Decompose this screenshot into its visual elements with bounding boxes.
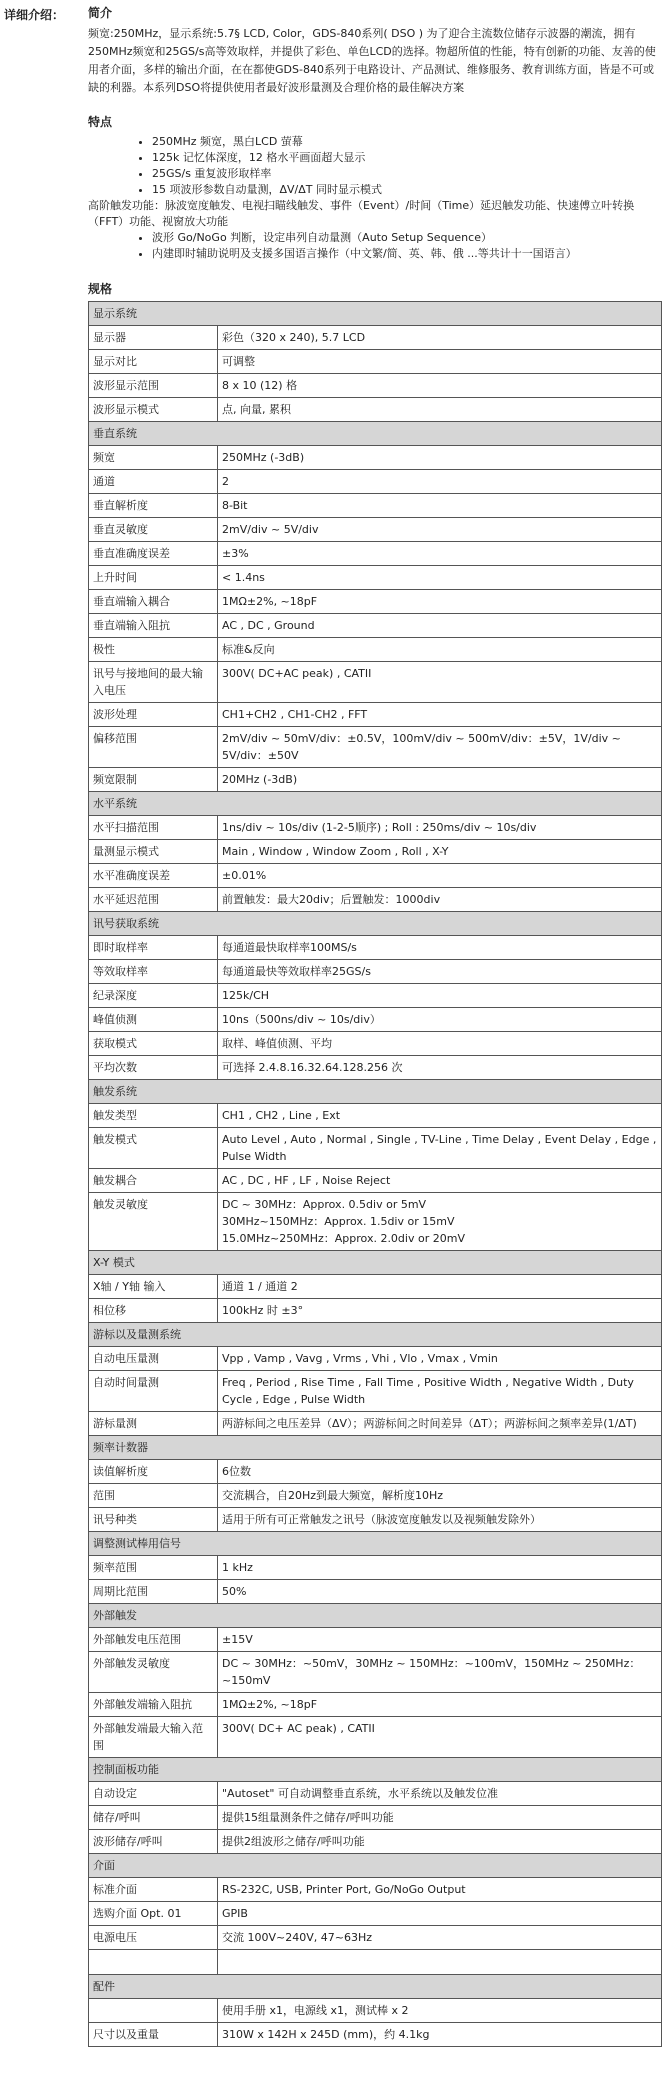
spec-key: 量测显示模式 (89, 840, 218, 864)
spec-row (89, 542, 662, 566)
spec-key: 水平延迟范围 (89, 888, 218, 912)
spec-row (89, 1628, 662, 1652)
details-label: 详细介绍： (4, 8, 65, 22)
spec-value: 每通道最快等效取样率25GS/s (218, 960, 662, 984)
spec-row (89, 936, 662, 960)
spec-value: DC ~ 30MHz：~50mV，30MHz ~ 150MHz：~100mV，150MHz ~ 250MHz：~150mV (218, 1652, 662, 1693)
spec-value: 300V( DC+AC peak) , CATII (218, 662, 662, 703)
spec-row (89, 840, 662, 864)
feature-item: • 波形 Go/NoGo 判断，设定串列自动量测（Auto Setup Sequence） (152, 230, 662, 246)
spec-value: RS-232C, USB, Printer Port, Go/NoGo Output (218, 1878, 662, 1902)
spec-value: 100kHz 时 ±3° (218, 1299, 662, 1323)
spec-value: 1MΩ±2%, ~18pF (218, 1693, 662, 1717)
spec-group-row (89, 1532, 662, 1556)
spec-key: 外部触发端最大输入范围 (89, 1717, 218, 1758)
spec-group-name: 垂直系统 (89, 422, 662, 446)
spec-value: Freq , Period , Rise Time , Fall Time , Positive Width , Negative Width , Duty Cycle , Edge , Pulse Width (218, 1371, 662, 1412)
spec-row (89, 614, 662, 638)
spec-group-row (89, 1758, 662, 1782)
feature-item: • 125k 记忆体深度，12 格水平画面超大显示 (152, 150, 662, 166)
spec-key: 触发耦合 (89, 1169, 218, 1193)
spec-key: 游标量测 (89, 1412, 218, 1436)
spec-row (89, 1032, 662, 1056)
spec-key: 尺寸以及重量 (89, 2023, 218, 2047)
spec-key: 获取模式 (89, 1032, 218, 1056)
spec-key: 极性 (89, 638, 218, 662)
spec-key: 平均次数 (89, 1056, 218, 1080)
spec-value: GPIB (218, 1902, 662, 1926)
spec-row (89, 326, 662, 350)
spec-key: 峰值侦测 (89, 1008, 218, 1032)
spec-value: 交流耦合，自20Hz到最大频宽，解析度10Hz (218, 1484, 662, 1508)
spec-value: "Autoset" 可自动调整垂直系统，水平系统以及触发位准 (218, 1782, 662, 1806)
spec-row (89, 1275, 662, 1299)
specs-title: 规格 (88, 282, 113, 296)
spec-group-row (89, 1251, 662, 1275)
spec-key: 等效取样率 (89, 960, 218, 984)
spec-group-row (89, 1323, 662, 1347)
spec-value: 1MΩ±2%, ~18pF (218, 590, 662, 614)
spec-row (89, 816, 662, 840)
spec-key: 讯号与接地间的最大输入电压 (89, 662, 218, 703)
spec-key: 纪录深度 (89, 984, 218, 1008)
spec-group-name: 游标以及量测系统 (89, 1323, 662, 1347)
feature-item: • 15 项波形参数自动量测，ΔV/ΔT 同时显示模式 (152, 182, 662, 198)
spec-value: 提供15组量测条件之储存/呼叫功能 (218, 1806, 662, 1830)
spec-key: 水平扫描范围 (89, 816, 218, 840)
spec-key: 频率范围 (89, 1556, 218, 1580)
spec-value: 可调整 (218, 350, 662, 374)
spec-row (89, 727, 662, 768)
spec-group-row (89, 1854, 662, 1878)
spec-key: 水平准确度误差 (89, 864, 218, 888)
spec-row (89, 1371, 662, 1412)
spec-key: 读值解析度 (89, 1460, 218, 1484)
spec-key: 垂直灵敏度 (89, 518, 218, 542)
spec-row (89, 1878, 662, 1902)
spec-key: 显示器 (89, 326, 218, 350)
content-area (88, 4, 662, 2047)
spec-row (89, 2023, 662, 2047)
spec-key: 自动设定 (89, 1782, 218, 1806)
spec-row (89, 446, 662, 470)
spec-value: 20MHz (-3dB) (218, 768, 662, 792)
spec-value: 250MHz (-3dB) (218, 446, 662, 470)
spec-key: 触发模式 (89, 1128, 218, 1169)
spec-row (89, 984, 662, 1008)
spec-value: 交流 100V~240V, 47~63Hz (218, 1926, 662, 1950)
spec-row (89, 518, 662, 542)
spec-value: 8 x 10 (12) 格 (218, 374, 662, 398)
spec-row (89, 470, 662, 494)
spec-row (89, 1652, 662, 1693)
spec-row (89, 1926, 662, 1950)
spec-value: 使用手册 x1，电源线 x1，测试棒 x 2 (218, 1999, 662, 2023)
spec-value: 提供2组波形之储存/呼叫功能 (218, 1830, 662, 1854)
spec-value: 2mV/div ~ 5V/div (218, 518, 662, 542)
spec-row (89, 1693, 662, 1717)
spec-value: 1ns/div ~ 10s/div (1-2-5顺序) ; Roll : 250ms/div ~ 10s/div (218, 816, 662, 840)
specs-table (88, 301, 662, 2047)
spec-key: 外部触发电压范围 (89, 1628, 218, 1652)
spec-key: 垂直准确度误差 (89, 542, 218, 566)
spec-key: 波形处理 (89, 703, 218, 727)
spec-value: 8-Bit (218, 494, 662, 518)
spec-row (89, 1169, 662, 1193)
spec-key: 频宽 (89, 446, 218, 470)
spec-value: 50% (218, 1580, 662, 1604)
spec-key: 范围 (89, 1484, 218, 1508)
spec-value: Main , Window , Window Zoom , Roll , X-Y (218, 840, 662, 864)
spec-group-row (89, 1604, 662, 1628)
spec-key: 自动电压量测 (89, 1347, 218, 1371)
spec-key: 上升时间 (89, 566, 218, 590)
spec-key: 讯号种类 (89, 1508, 218, 1532)
features-section (88, 113, 662, 262)
spec-group-name: 外部触发 (89, 1604, 662, 1628)
intro-text: 频宽:250MHz，显示系统:5.7§ LCD, Color，GDS-840系列( DSO ) 为了迎合主流数位储存示波器的潮流，拥有250MHz频宽和25GS/s高等效取样，并提供了彩色、单色LCD的选择。物超所值的性能，特有创新的功能、友善的使用者介面，多样的输出介面，在在都使GDS-840系列于电路设计、产品测试、维修服务、教育训练方面，皆是不可或缺的利器。本系列DSO将提供使用者最好波形量测及合理价格的最佳解决方案 (88, 27, 656, 94)
spec-group-name: 显示系统 (89, 302, 662, 326)
intro-title: 简介 (88, 6, 113, 20)
spec-value: 2 (218, 470, 662, 494)
spec-group-name: 触发系统 (89, 1080, 662, 1104)
spec-group-row (89, 792, 662, 816)
spec-row (89, 1950, 662, 1975)
spec-value: 两游标间之电压差异（ΔV）；两游标间之时间差异（ΔT）；两游标间之频率差异(1/ΔT) (218, 1412, 662, 1436)
spec-row (89, 1056, 662, 1080)
spec-value: AC , DC , HF , LF , Noise Reject (218, 1169, 662, 1193)
spec-key: 相位移 (89, 1299, 218, 1323)
spec-value: Vpp , Vamp , Vavg , Vrms , Vhi , Vlo , Vmax , Vmin (218, 1347, 662, 1371)
spec-row (89, 590, 662, 614)
spec-row (89, 960, 662, 984)
spec-key: 垂直解析度 (89, 494, 218, 518)
spec-row (89, 1717, 662, 1758)
spec-value: AC , DC , Ground (218, 614, 662, 638)
spec-key: 自动时间量测 (89, 1371, 218, 1412)
features-advanced-trigger: 高阶触发功能：脉波宽度触发、电视扫瞄线触发、事件（Event）/时间（Time）延迟触发功能、快速傅立叶转换（FFT）功能、视窗放大功能 (88, 199, 635, 228)
spec-value: 通道 1 / 通道 2 (218, 1275, 662, 1299)
feature-item: • 250MHz 频宽，黑白LCD 萤幕 (152, 134, 662, 150)
spec-value: 前置触发：最大20div；后置触发：1000div (218, 888, 662, 912)
spec-group-name: X-Y 模式 (89, 1251, 662, 1275)
spec-key: 垂直端输入耦合 (89, 590, 218, 614)
spec-key: 外部触发灵敏度 (89, 1652, 218, 1693)
feature-item: • 内建即时辅助说明及支援多国语言操作（中文繁/简、英、韩、俄 ...等共计十一国语言） (152, 246, 662, 262)
spec-key: 触发灵敏度 (89, 1193, 218, 1251)
spec-value: 彩色（320 x 240), 5.7 LCD (218, 326, 662, 350)
spec-row (89, 350, 662, 374)
spec-key: X轴 / Y轴 输入 (89, 1275, 218, 1299)
spec-group-name: 配件 (89, 1975, 662, 1999)
features-list-a (88, 134, 662, 198)
spec-value: 6位数 (218, 1460, 662, 1484)
spec-row (89, 768, 662, 792)
spec-group-row (89, 1975, 662, 1999)
spec-key: 电源电压 (89, 1926, 218, 1950)
spec-value (218, 1950, 662, 1975)
spec-value: 300V( DC+ AC peak) , CATII (218, 1717, 662, 1758)
spec-row (89, 1830, 662, 1854)
spec-group-name: 讯号获取系统 (89, 912, 662, 936)
spec-key: 储存/呼叫 (89, 1806, 218, 1830)
spec-key: 波形显示范围 (89, 374, 218, 398)
spec-row (89, 1347, 662, 1371)
spec-row (89, 1193, 662, 1251)
spec-group-row (89, 422, 662, 446)
spec-key: 周期比范围 (89, 1580, 218, 1604)
features-list-b (88, 230, 662, 262)
spec-value: 点, 向量, 累积 (218, 398, 662, 422)
spec-value: 125k/CH (218, 984, 662, 1008)
spec-row (89, 1902, 662, 1926)
spec-group-name: 频率计数器 (89, 1436, 662, 1460)
spec-row (89, 566, 662, 590)
spec-value: ±0.01% (218, 864, 662, 888)
spec-key: 选购介面 Opt. 01 (89, 1902, 218, 1926)
spec-value: ±3% (218, 542, 662, 566)
spec-group-name: 控制面板功能 (89, 1758, 662, 1782)
spec-value: 可选择 2.4.8.16.32.64.128.256 次 (218, 1056, 662, 1080)
spec-row (89, 398, 662, 422)
spec-row (89, 864, 662, 888)
spec-key: 标准介面 (89, 1878, 218, 1902)
spec-value: 1 kHz (218, 1556, 662, 1580)
spec-value: 标准&反向 (218, 638, 662, 662)
spec-row (89, 1299, 662, 1323)
spec-group-name: 水平系统 (89, 792, 662, 816)
spec-value: 10ns（500ns/div ~ 10s/div） (218, 1008, 662, 1032)
spec-row (89, 1412, 662, 1436)
spec-group-row (89, 302, 662, 326)
spec-row (89, 1008, 662, 1032)
spec-row (89, 1806, 662, 1830)
spec-value: 适用于所有可正常触发之讯号（脉波宽度触发以及视频触发除外） (218, 1508, 662, 1532)
spec-row (89, 1484, 662, 1508)
spec-key: 频宽限制 (89, 768, 218, 792)
spec-key: 通道 (89, 470, 218, 494)
spec-row (89, 494, 662, 518)
spec-row (89, 1128, 662, 1169)
spec-key: 垂直端输入阻抗 (89, 614, 218, 638)
spec-row (89, 1460, 662, 1484)
spec-value: 每通道最快取样率100MS/s (218, 936, 662, 960)
spec-value: 2mV/div ~ 50mV/div：±0.5V，100mV/div ~ 500mV/div：±5V，1V/div ~ 5V/div：±50V (218, 727, 662, 768)
spec-row (89, 1782, 662, 1806)
spec-key (89, 1999, 218, 2023)
spec-row (89, 1556, 662, 1580)
spec-value: CH1 , CH2 , Line , Ext (218, 1104, 662, 1128)
spec-value: CH1+CH2 , CH1-CH2 , FFT (218, 703, 662, 727)
spec-value: DC ~ 30MHz：Approx. 0.5div or 5mV 30MHz~150MHz：Approx. 1.5div or 15mV 15.0MHz~250MHz：Approx. 2.0div or 20mV (218, 1193, 662, 1251)
spec-group-row (89, 1436, 662, 1460)
spec-key: 触发类型 (89, 1104, 218, 1128)
spec-value: < 1.4ns (218, 566, 662, 590)
spec-row (89, 638, 662, 662)
spec-value: 取样、峰值侦测、平均 (218, 1032, 662, 1056)
spec-key: 显示对比 (89, 350, 218, 374)
spec-value: ±15V (218, 1628, 662, 1652)
feature-item: • 25GS/s 重复波形取样率 (152, 166, 662, 182)
spec-key: 波形储存/呼叫 (89, 1830, 218, 1854)
spec-row (89, 1508, 662, 1532)
spec-row (89, 888, 662, 912)
spec-row (89, 1580, 662, 1604)
spec-row (89, 1104, 662, 1128)
spec-row (89, 662, 662, 703)
spec-key: 外部触发端输入阻抗 (89, 1693, 218, 1717)
spec-group-name: 调整测试棒用信号 (89, 1532, 662, 1556)
spec-key (89, 1950, 218, 1975)
spec-key: 偏移范围 (89, 727, 218, 768)
spec-value: Auto Level , Auto , Normal , Single , TV-Line , Time Delay , Event Delay , Edge , Pulse Width (218, 1128, 662, 1169)
spec-group-name: 介面 (89, 1854, 662, 1878)
spec-value: 310W x 142H x 245D (mm)，约 4.1kg (218, 2023, 662, 2047)
spec-group-row (89, 1080, 662, 1104)
spec-row (89, 374, 662, 398)
spec-row (89, 703, 662, 727)
spec-key: 即时取样率 (89, 936, 218, 960)
spec-group-row (89, 912, 662, 936)
spec-key: 波形显示模式 (89, 398, 218, 422)
features-title: 特点 (88, 115, 113, 129)
spec-row (89, 1999, 662, 2023)
